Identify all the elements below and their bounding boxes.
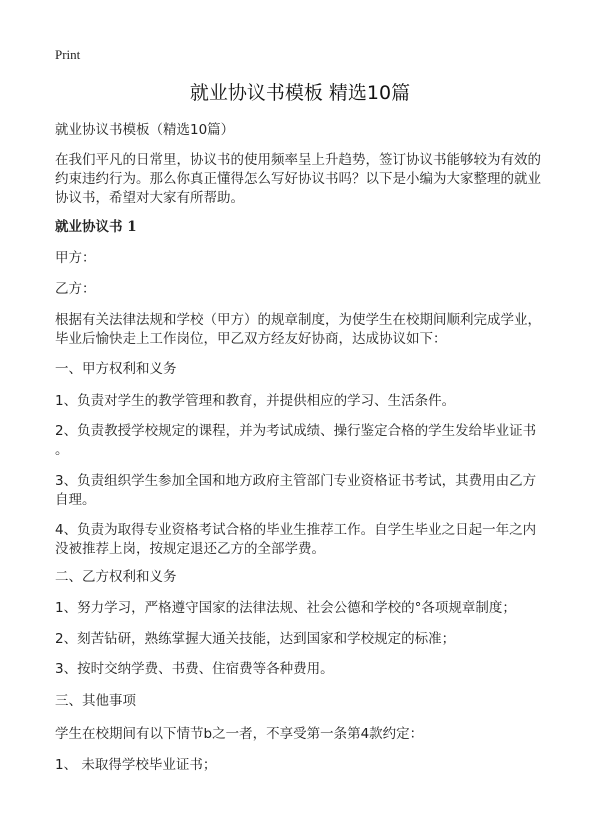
text-line: 2、负责教授学校规定的课程，并为考试成绩、操行鉴定合格的学生发给毕业证书 xyxy=(55,423,537,439)
part3-intro: 学生在校期间有以下情节b之一者，不享受第一条第4款约定： xyxy=(55,726,424,742)
text-line: 1、负责对学生的教学管理和教育，并提供相应的学习、生活条件。 xyxy=(55,393,456,409)
list-item: 2、刻苦钻研，熟练掌握大通关技能，达到国家和学校规定的标准； xyxy=(55,631,456,647)
text-line: 约束违约行为。那么你真正懂得怎么写好协议书吗？以下是小编为大家整理的就业 xyxy=(55,171,541,187)
text-line: 自理。 xyxy=(55,492,96,508)
document-subtitle: 就业协议书模板（精选10篇） xyxy=(55,122,235,138)
section-heading: 就业协议书 1 xyxy=(55,219,137,235)
text-line: 在我们平凡的日常里，协议书的使用频率呈上升趋势，签订协议书能够较为有效的 xyxy=(55,152,541,168)
part2-heading: 二、乙方权利和义务 xyxy=(55,569,177,585)
list-item: 1、 未取得学校毕业证书； xyxy=(55,757,217,773)
text-line: 根据有关法律法规和学校（甲方）的规章制度，为使学生在校期间顺利完成学业， xyxy=(55,312,541,328)
party-b-label: 乙方： xyxy=(55,281,96,297)
text-line: 4、负责为取得专业资格考试合格的毕业生推荐工作。自学生毕业之日起一年之内 xyxy=(55,522,537,538)
text-line: 协议书，希望对大家有所帮助。 xyxy=(55,190,244,206)
part1-heading: 一、甲方权利和义务 xyxy=(55,361,177,377)
print-link[interactable]: Print xyxy=(55,47,81,62)
intro-paragraph xyxy=(55,151,555,208)
list-item xyxy=(55,392,555,411)
party-a-label: 甲方： xyxy=(55,250,96,266)
text-line: 。 xyxy=(55,442,69,458)
document-title: 就业协议书模板 精选10篇 xyxy=(189,82,411,104)
preamble-paragraph xyxy=(55,311,555,349)
list-item xyxy=(55,422,555,460)
text-line: 没被推荐上岗，按规定退还乙方的全部学费。 xyxy=(55,541,325,557)
list-item xyxy=(55,521,555,559)
part3-heading: 三、其他事项 xyxy=(55,693,136,709)
text-line: 3、负责组织学生参加全国和地方政府主管部门专业资格证书考试，其费用由乙方 xyxy=(55,473,537,489)
list-item: 3、按时交纳学费、书费、住宿费等各种费用。 xyxy=(55,661,334,677)
list-item: 1、努力学习，严格遵守国家的法律法规、社会公德和学校的°各项规章制度； xyxy=(55,600,516,616)
text-line: 毕业后愉快走上工作岗位，甲乙双方经友好协商，达成协议如下： xyxy=(55,331,447,347)
list-item xyxy=(55,472,555,510)
